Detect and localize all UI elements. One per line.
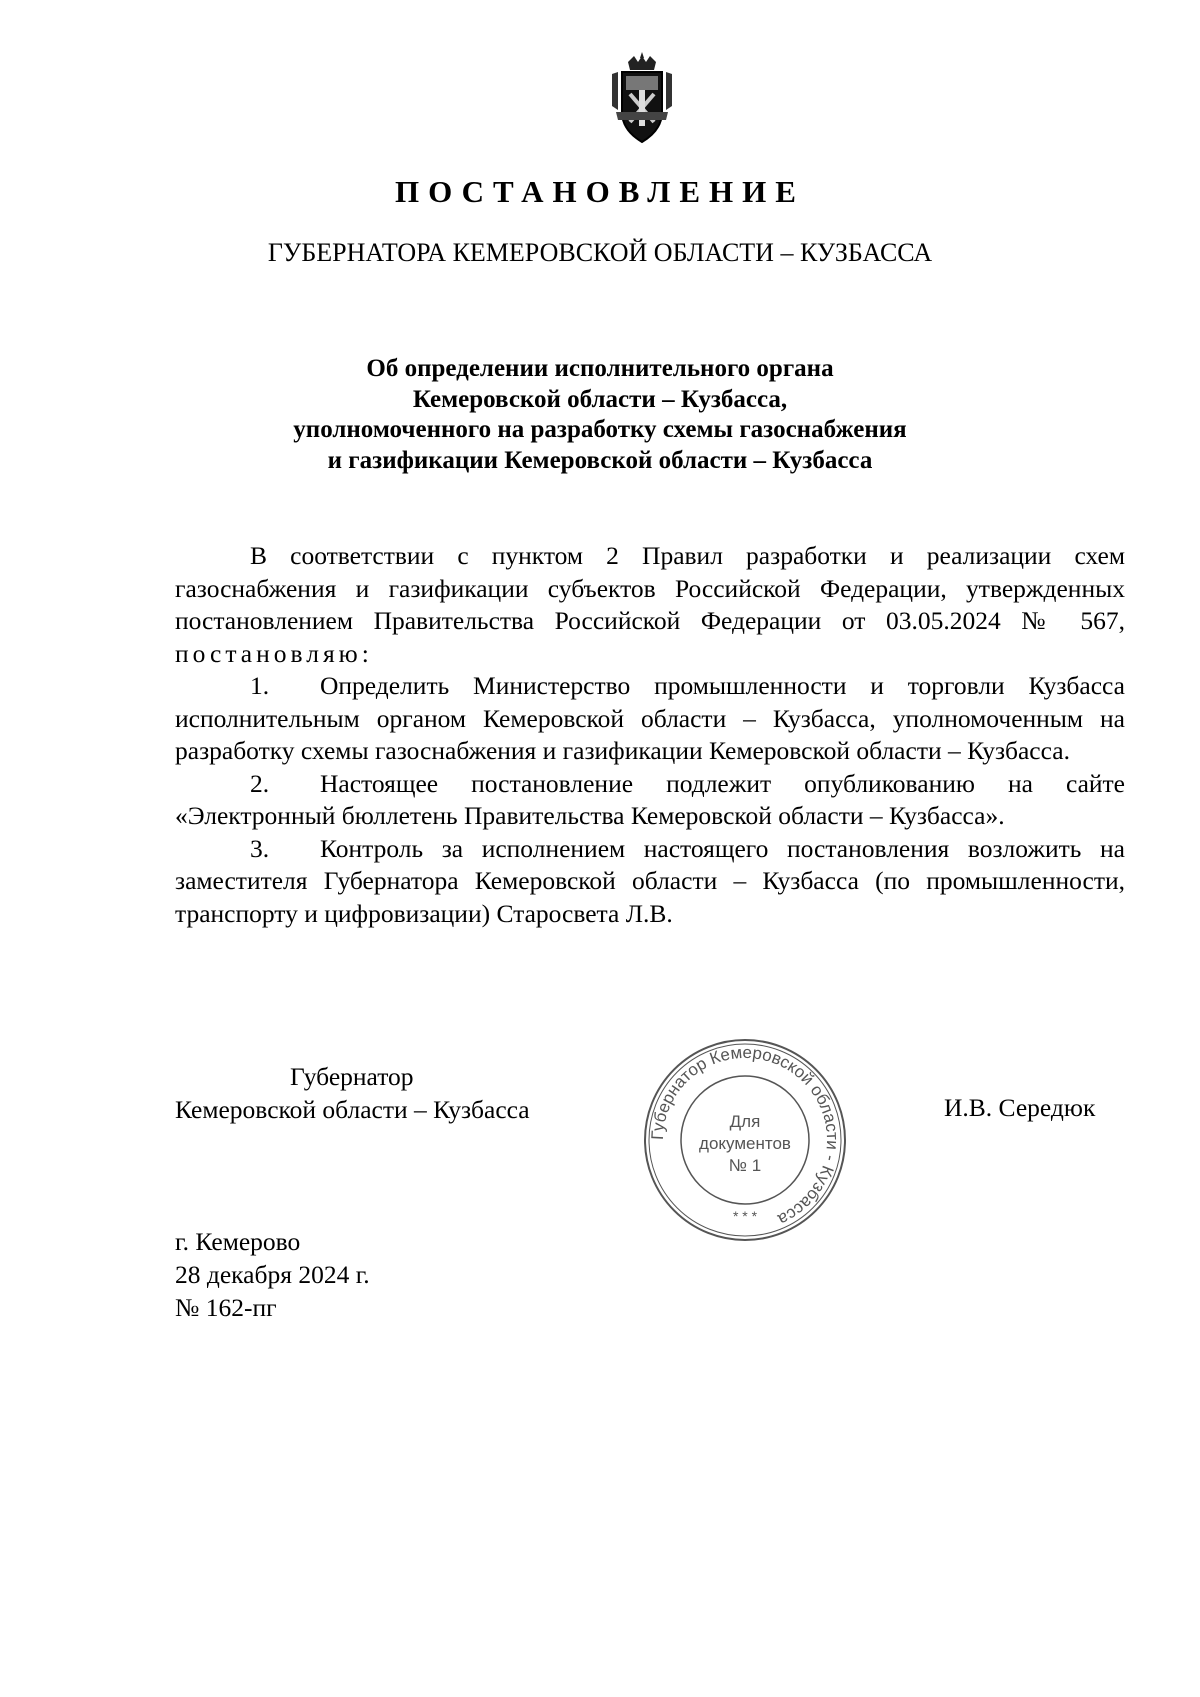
document-details [175,1225,370,1324]
stamp-center-line: № 1 [728,1156,762,1175]
stamp-stars: * * * [732,1208,758,1224]
stamp-center-line: Для [729,1112,761,1131]
document-date: 28 декабря 2024 г. [175,1260,370,1289]
heading-line: Об определении исполнительного органа [366,355,834,382]
document-title: ПОСТАНОВЛЕНИЕ [395,174,805,209]
numbered-item [175,833,1125,931]
heading-line: уполномоченного на разработку схемы газоснабжения [293,416,907,443]
document-number: № 162-пг [175,1293,277,1322]
signatory-region: Кемеровской области – Кузбасса [175,1095,530,1124]
signatory-position [175,1060,530,1126]
preamble-text: В соответствии с пунктом 2 Правил разработки и реализации схем газоснабжения и газификации субъектов Российской Федерации, утвержденных постановлением Правительства Российской Федерации от 03.05.2024 № 567, [175,541,1125,635]
item-text: Контроль за исполнением настоящего постановления возложить на заместителя Губернатора Кемеровской области – Кузбасса (по промышленности, транспорту и цифровизации) Старосвета Л.В. [175,833,1125,928]
item-number: 2. [250,768,270,798]
preamble-paragraph [175,540,1125,670]
issuer-subtitle: ГУБЕРНАТОРА КЕМЕРОВСКОЙ ОБЛАСТИ – КУЗБАССА [267,238,933,267]
signatory-name: И.В. Середюк [944,1093,1096,1122]
numbered-item [175,670,1125,768]
document-heading [0,354,1200,476]
item-number: 3. [250,833,270,863]
heading-line: Кемеровской области – Кузбасса, [412,385,788,413]
stamp-center-line: документов [699,1134,791,1153]
document-body [175,540,1125,930]
signatory-title: Губернатор [290,1062,414,1091]
item-text: Определить Министерство промышленности и торговли Кузбасса исполнительным органом Кемеровской области – Кузбасса, уполномоченным на разработку схемы газоснабжения и газификации Кемеровской области – Кузбасса. [175,671,1125,765]
heading-line: и газификации Кемеровской области – Кузбасса [327,446,873,474]
item-number: 1. [250,671,270,700]
item-text: Настоящее постановление подлежит опубликованию на сайте «Электронный бюллетень Правительства Кемеровской области – Кузбасса». [175,768,1125,830]
official-seal-stamp [640,1035,850,1245]
preamble-action: постановляю: [175,638,373,668]
stamp-ring-text: Губернатор Кемеровской области - Кузбасса [647,1042,843,1230]
document-city: г. Кемерово [175,1227,301,1256]
numbered-item [175,768,1125,833]
coat-of-arms-icon [608,50,676,148]
